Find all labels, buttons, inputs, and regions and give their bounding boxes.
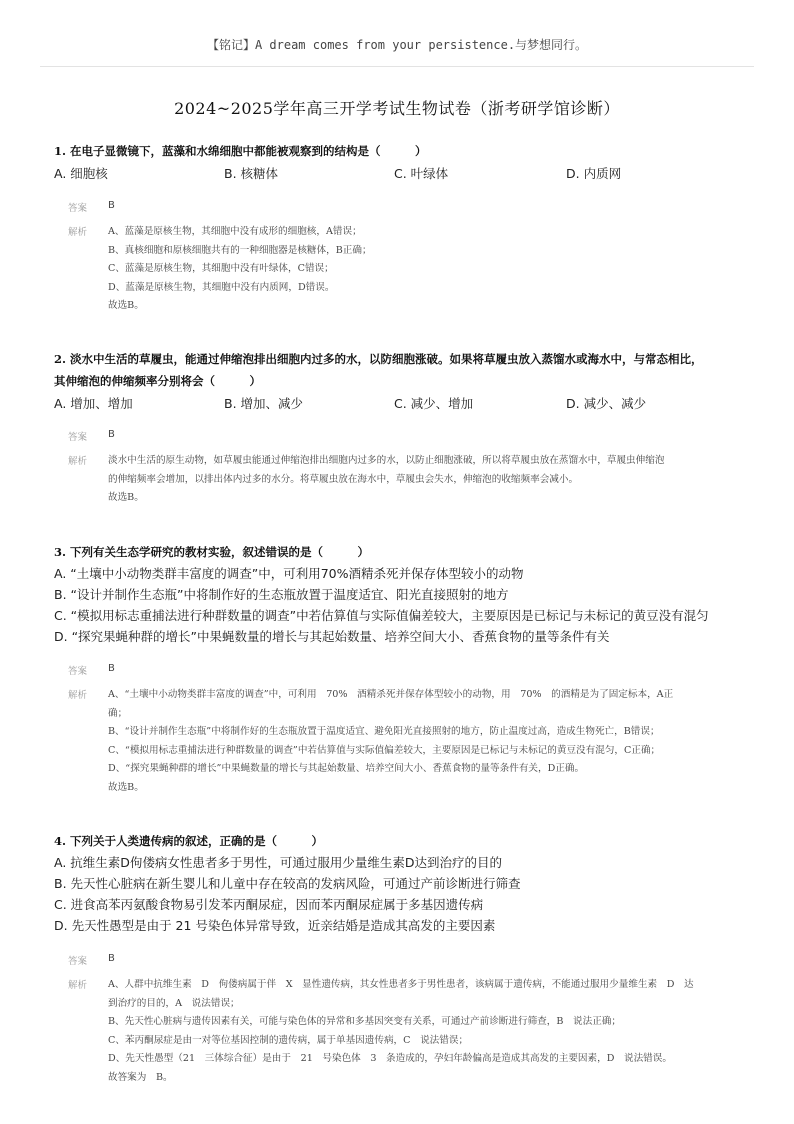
explanation-line: B、“设计并制作生态瓶”中将制作好的生态瓶放置于温度适宜、避免阳光直接照射的地方，防止温度过高，造成生物死亡，B错误；: [108, 726, 660, 737]
question-stem: 4. 下列关于人类遗传病的叙述，正确的是（ ）: [54, 834, 324, 848]
explanation-line: A、“土壤中小动物类群丰富度的调查”中，可利用 70% 酒精杀死并保存体型较小的动物，用 70% 的酒精是为了固定标本，A正: [108, 689, 674, 700]
explanation-section-3: [54, 686, 744, 797]
question-4: [54, 830, 744, 936]
page-header: 【铭记】A dream comes from your persistence.与梦想同行。: [206, 38, 588, 52]
explanation-section-4: [54, 976, 744, 1087]
question-1: [54, 140, 744, 184]
explanation-line: 故答案为 B。: [108, 1071, 173, 1083]
explanation-label: 解析: [68, 227, 88, 238]
answer-value: B: [108, 663, 115, 674]
option-a: A. 抗维生素D佝偻病女性患者多于男性，可通过服用少量维生素D达到治疗的目的: [54, 855, 503, 870]
explanation-line: 故选B。: [108, 300, 144, 311]
question-2: [54, 348, 744, 414]
option-a: A. “土壤中小动物类群丰富度的调查”中，可利用70%酒精杀死并保存体型较小的动物: [54, 566, 524, 581]
explanation-line: A、人群中抗维生素 D 佝偻病属于伴 X 显性遗传病，其女性患者多于男性患者，该病属于遗传病，不能通过服用少量维生素 D 达: [108, 979, 694, 990]
question-stem: 2. 淡水中生活的草履虫，能通过伸缩泡排出细胞内过多的水，以防细胞涨破。如果将草履虫放入蒸馏水或海水中，与常态相比，: [54, 352, 703, 366]
option-a: A. 增加、增加: [54, 396, 133, 411]
explanation-text: [108, 976, 744, 1087]
option-c: C. 减少、增加: [394, 396, 474, 411]
answer-value: B: [108, 953, 115, 964]
explanation-line: C、苯丙酮尿症是由一对等位基因控制的遗传病，属于单基因遗传病，C 说法错误；: [108, 1034, 469, 1046]
answer-label: 答案: [68, 956, 88, 967]
option-b: B. “设计并制作生态瓶”中将制作好的生态瓶放置于温度适宜、阳光直接照射的地方: [54, 587, 509, 602]
question-stem-cont: 其伸缩泡的伸缩频率分别将会（ ）: [54, 374, 261, 388]
question-3: [54, 541, 744, 647]
explanation-line: B、真核细胞和原核细胞共有的一种细胞器是核糖体，B正确；: [108, 244, 372, 256]
option-b: B. 核糖体: [224, 166, 279, 181]
option-c: C. 进食高苯丙氨酸食物易引发苯丙酮尿症，因而苯丙酮尿症属于多基因遗传病: [54, 897, 484, 912]
explanation-line: D、“探究果蝇种群的增长”中果蝇数量的增长与其起始数量、培养空间大小、香蕉食物的量等条件有关，D正确。: [108, 763, 585, 774]
explanation-section-1: [54, 223, 744, 316]
header-divider: [40, 66, 754, 67]
option-d: D. 减少、减少: [566, 396, 647, 411]
explanation-line: 故选B。: [108, 781, 144, 793]
question-stem: 3. 下列有关生态学研究的教材实验，叙述错误的是（ ）: [54, 545, 370, 559]
explanation-line: C、蓝藻是原核生物，其细胞中没有叶绿体，C错误；: [108, 263, 334, 274]
answer-label: 答案: [68, 203, 88, 214]
explanation-text: [108, 452, 744, 508]
answer-value: B: [108, 200, 115, 211]
explanation-line: D、先天性愚型（21 三体综合征）是由于 21 号染色体 3 条造成的，孕妇年龄偏高是造成其高发的主要因素，D 说法错误。: [108, 1053, 672, 1064]
option-a: A. 细胞核: [54, 166, 108, 181]
answer-label: 答案: [68, 666, 88, 677]
explanation-label: 解析: [68, 980, 88, 991]
explanation-line: 确；: [108, 707, 128, 719]
explanation-text: [108, 223, 744, 316]
explanation-line: D、蓝藻是原核生物，其细胞中没有内质网，D错误。: [108, 281, 335, 293]
answer-value: B: [108, 429, 115, 440]
option-c: C. 叶绿体: [394, 166, 449, 181]
explanation-line: C、“模拟用标志重捕法进行种群数量的调查”中若估算值与实际值偏差较大，主要原因是已标记与未标记的黄豆没有混匀，C正确；: [108, 744, 661, 756]
option-b: B. 先天性心脏病在新生婴儿和儿童中存在较高的发病风险，可通过产前诊断进行筛查: [54, 876, 521, 891]
explanation-line: A、蓝藻是原核生物，其细胞中没有成形的细胞核，A错误；: [108, 226, 362, 237]
option-d: D. 内质网: [566, 166, 622, 181]
explanation-line: 淡水中生活的原生动物，如草履虫能通过伸缩泡排出细胞内过多的水，以防止细胞涨破，所以将草履虫放在蒸馏水中，草履虫伸缩泡: [108, 455, 665, 466]
options-row: [54, 394, 744, 414]
explanation-line: B、先天性心脏病与遗传因素有关，可能与染色体的异常和多基因突变有关系，可通过产前诊断进行筛查，B 说法正确；: [108, 1016, 621, 1027]
option-c: C. “模拟用标志重捕法进行种群数量的调查”中若估算值与实际值偏差较大，主要原因是已标记与未标记的黄豆没有混匀: [54, 608, 709, 623]
option-b: B. 增加、减少: [224, 396, 304, 411]
explanation-text: [108, 686, 744, 797]
explanation-label: 解析: [68, 690, 88, 701]
option-d: D. “探究果蝇种群的增长”中果蝇数量的增长与其起始数量、培养空间大小、香蕉食物的量等条件有关: [54, 629, 610, 644]
options-row: [54, 164, 744, 184]
answer-label: 答案: [68, 432, 88, 443]
exam-title: 2024~2025学年高三开学考试生物试卷（浙考研学馆诊断）: [174, 99, 620, 118]
explanation-line: 的伸缩频率会增加，以排出体内过多的水分。将草履虫放在海水中，草履虫会失水，伸缩泡的收缩频率会减小。: [108, 473, 579, 485]
explanation-line: 到治疗的目的，A 说法错误；: [108, 997, 240, 1009]
option-d: D. 先天性愚型是由于 21 号染色体异常导致，近亲结婚是造成其高发的主要因素: [54, 918, 496, 933]
explanation-line: 故选B。: [108, 492, 144, 503]
explanation-label: 解析: [68, 456, 88, 467]
question-stem: 1. 在电子显微镜下，蓝藻和水绵细胞中都能被观察到的结构是（ ）: [54, 144, 427, 158]
explanation-section-2: [54, 452, 744, 508]
